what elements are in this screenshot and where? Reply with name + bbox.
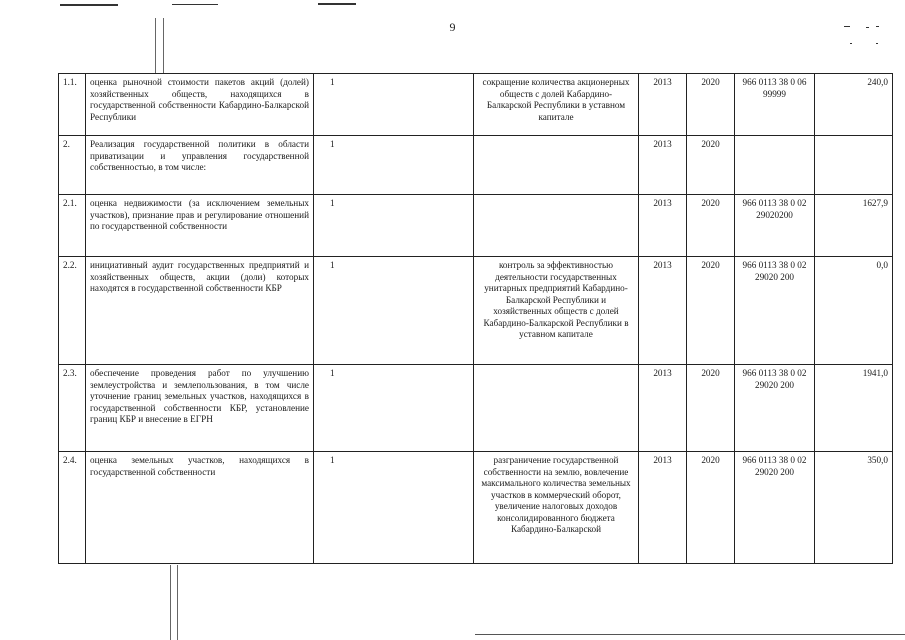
budget-code xyxy=(735,136,815,195)
end-year: 2020 xyxy=(687,257,735,365)
expected-result: сокращение количества акционерных обществ с долей Кабардино-Балкарской Республики в уставном капитале xyxy=(474,74,639,136)
table-row xyxy=(59,195,893,257)
funding-amount: 1627,9 xyxy=(815,195,893,257)
table-row xyxy=(59,257,893,365)
table-row xyxy=(59,452,893,564)
budget-code: 966 0113 38 0 06 99999 xyxy=(735,74,815,136)
activity-description: обеспечение проведения работ по улучшению землеустройства и землепользования, в том числе уточнение границ земельных участков, находящихся в государственной собственности КБР, установление границ КБР и внесение в ЕГРН xyxy=(86,365,314,452)
end-year: 2020 xyxy=(687,74,735,136)
budget-code: 966 0113 38 0 02 29020 200 xyxy=(735,257,815,365)
expected-result xyxy=(474,136,639,195)
funding-amount: 350,0 xyxy=(815,452,893,564)
table-row xyxy=(59,74,893,136)
start-year: 2013 xyxy=(639,257,687,365)
budget-code: 966 0113 38 0 02 29020 200 xyxy=(735,365,815,452)
activity-description: Реализация государственной политики в области приватизации и управления государственной собственностью, в том числе: xyxy=(86,136,314,195)
funding-amount: 0,0 xyxy=(815,257,893,365)
table-row xyxy=(59,365,893,452)
funding-amount: 1941,0 xyxy=(815,365,893,452)
funding-amount xyxy=(815,136,893,195)
row-number: 2.1. xyxy=(59,195,86,257)
activity-description: инициативный аудит государственных предприятий и хозяйственных обществ, акции (доли) которых находятся в государственной собственности КБР xyxy=(86,257,314,365)
funding-amount: 240,0 xyxy=(815,74,893,136)
executor-cell: 1 xyxy=(314,365,474,452)
row-number: 2. xyxy=(59,136,86,195)
expected-result: контроль за эффективностью деятельности государственных унитарных предприятий Кабардино-Балкарской Республики и хозяйственных обществ с долей Кабардино-Балкарской Республики в уставном капитале xyxy=(474,257,639,365)
row-number: 2.4. xyxy=(59,452,86,564)
end-year: 2020 xyxy=(687,365,735,452)
page-number: 9 xyxy=(449,20,456,34)
budget-code: 966 0113 38 0 02 29020200 xyxy=(735,195,815,257)
start-year: 2013 xyxy=(639,74,687,136)
executor-cell: 1 xyxy=(314,136,474,195)
row-number: 2.2. xyxy=(59,257,86,365)
row-number: 1.1. xyxy=(59,74,86,136)
activity-description: оценка недвижимости (за исключением земельных участков), признание прав и регулирование отношений по государственной собственности xyxy=(86,195,314,257)
end-year: 2020 xyxy=(687,452,735,564)
table-row xyxy=(59,136,893,195)
expected-result xyxy=(474,195,639,257)
executor-cell: 1 xyxy=(314,195,474,257)
activity-description: оценка рыночной стоимости пакетов акций (долей) хозяйственных обществ, находящихся в государственной собственности Кабардино-Балкарской Республики xyxy=(86,74,314,136)
executor-cell: 1 xyxy=(314,257,474,365)
executor-cell: 1 xyxy=(314,452,474,564)
end-year: 2020 xyxy=(687,136,735,195)
program-activities-table xyxy=(58,73,893,564)
scan-bottom-rule xyxy=(475,634,905,635)
expected-result: разграничение государственной собственности на землю, вовлечение максимального количества земельных участков в коммерческий оборот, увеличение налоговых доходов консолидированного бюджета Кабардино-Балкарской xyxy=(474,452,639,564)
executor-cell: 1 xyxy=(314,74,474,136)
start-year: 2013 xyxy=(639,195,687,257)
end-year: 2020 xyxy=(687,195,735,257)
expected-result xyxy=(474,365,639,452)
budget-code: 966 0113 38 0 02 29020 200 xyxy=(735,452,815,564)
start-year: 2013 xyxy=(639,365,687,452)
row-number: 2.3. xyxy=(59,365,86,452)
activity-description: оценка земельных участков, находящихся в государственной собственности xyxy=(86,452,314,564)
start-year: 2013 xyxy=(639,136,687,195)
start-year: 2013 xyxy=(639,452,687,564)
